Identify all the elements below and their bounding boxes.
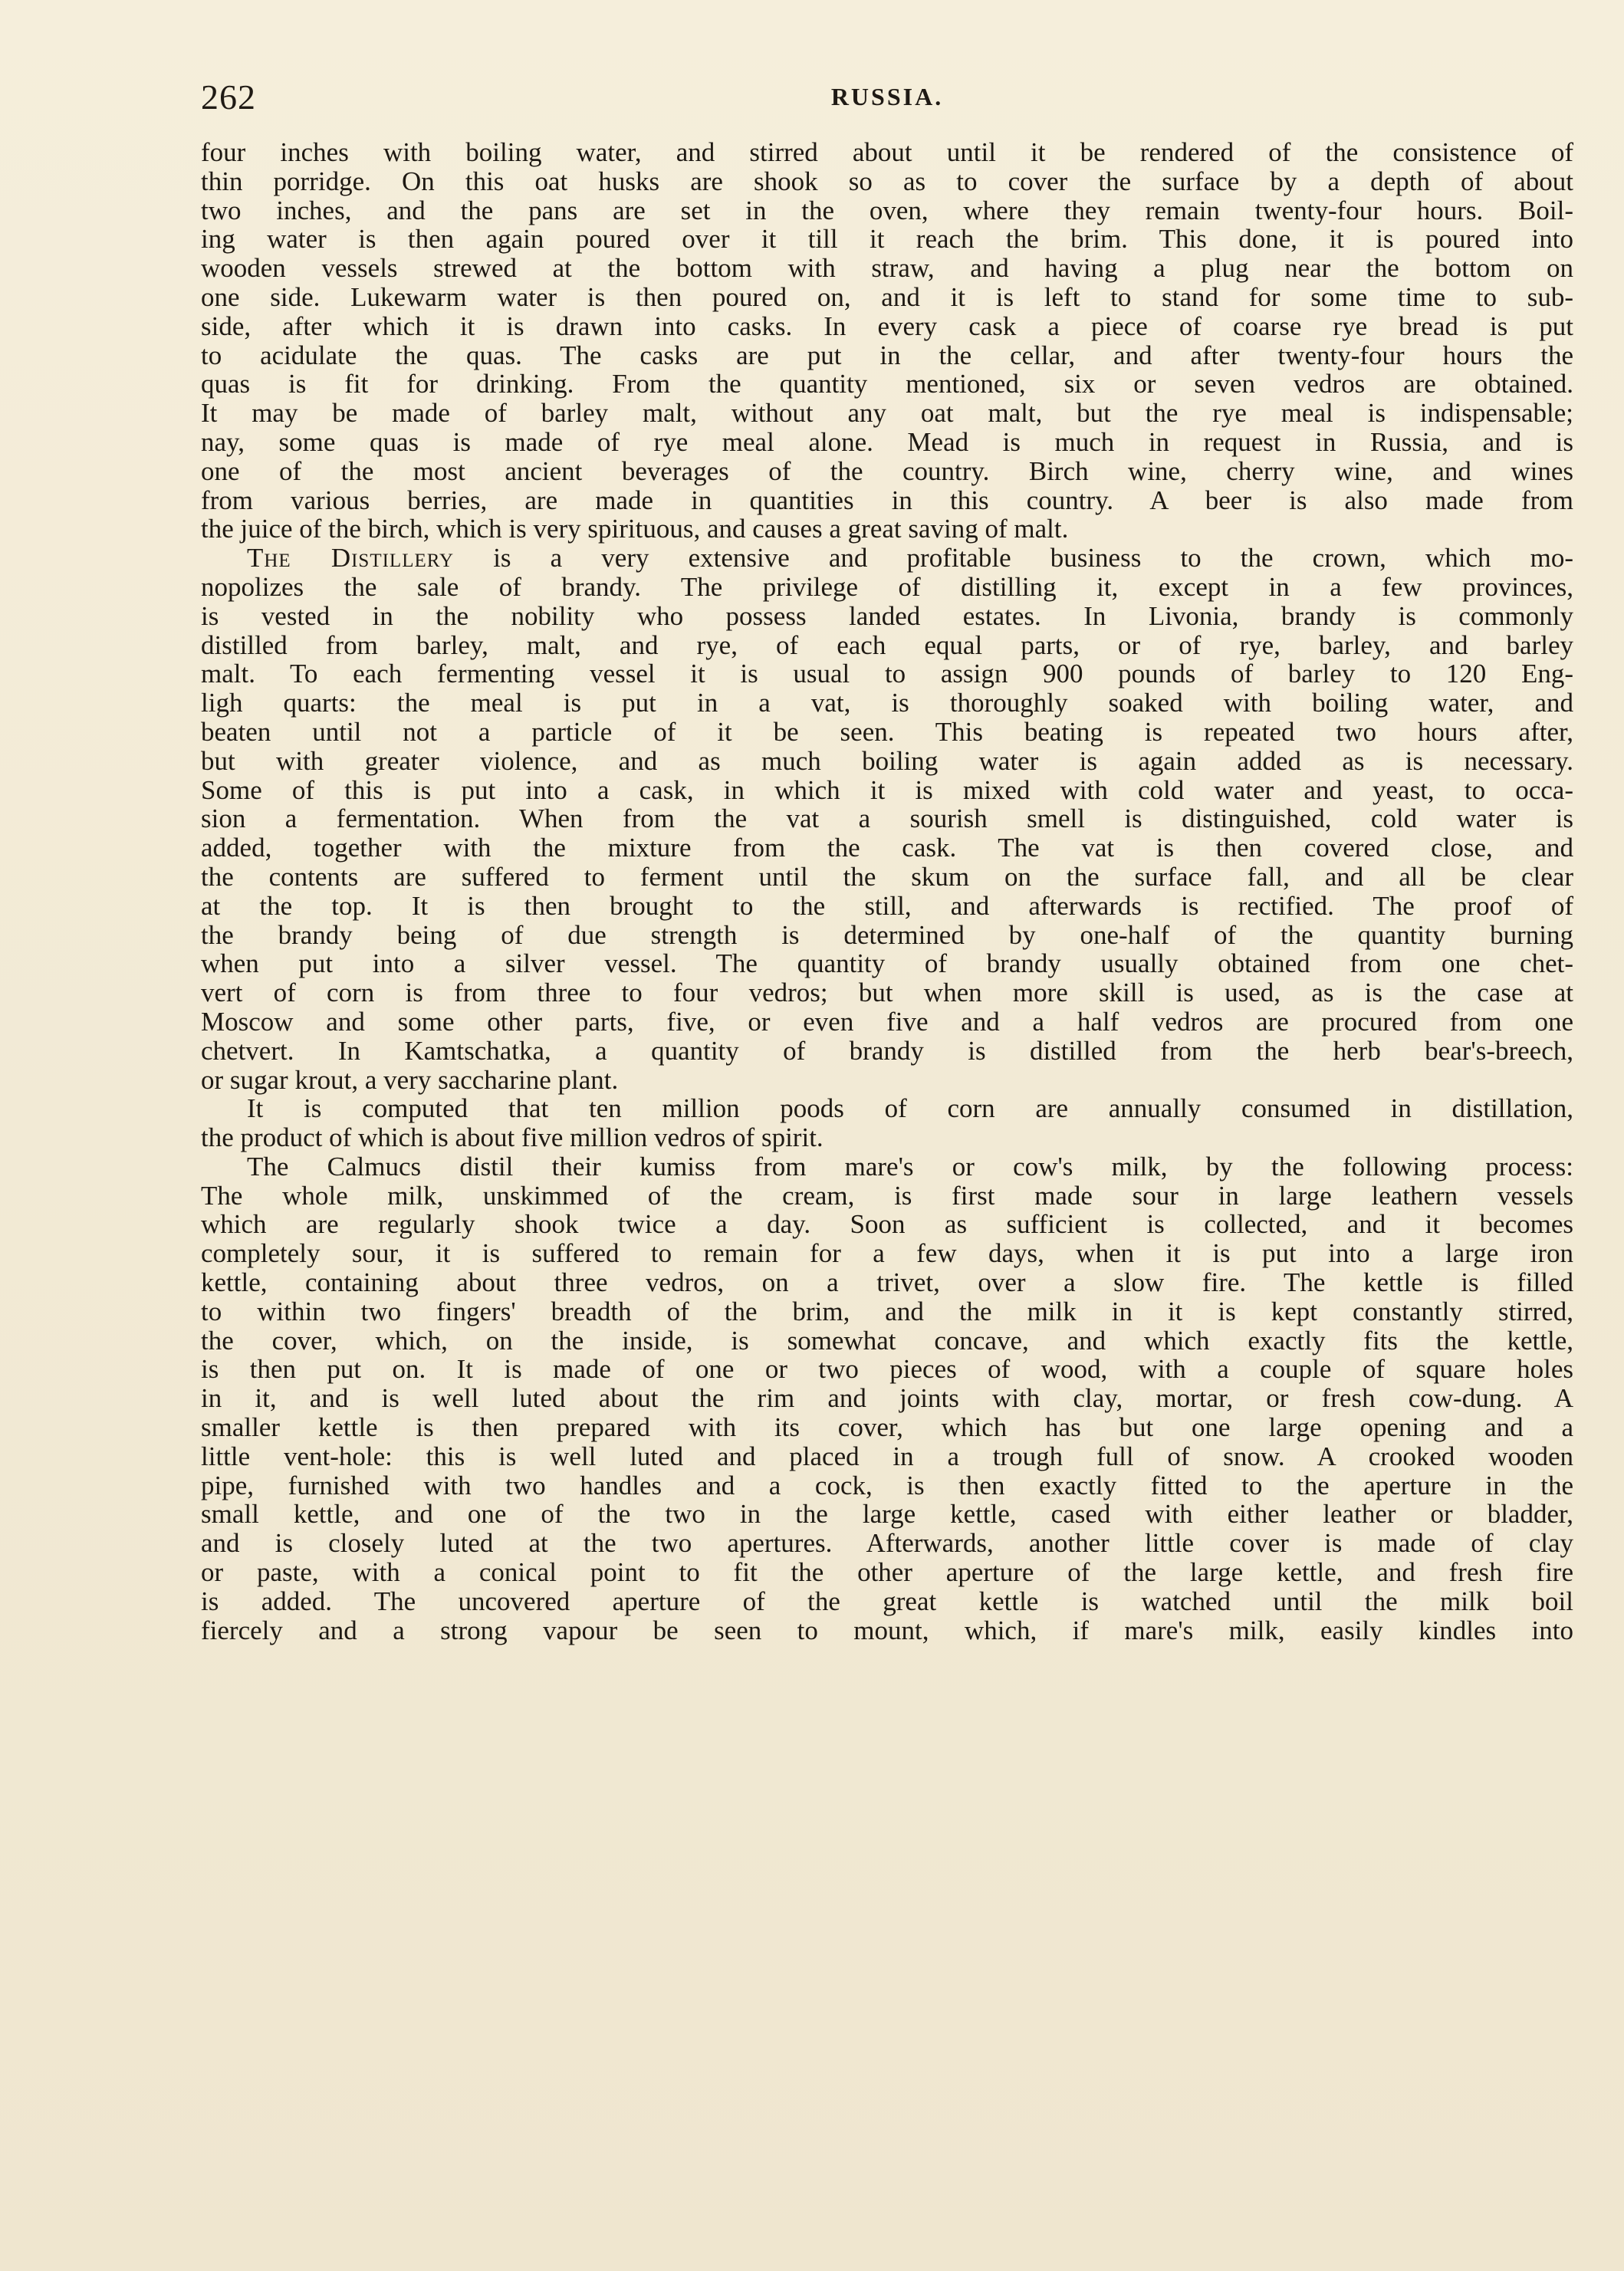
text-line: or paste, with a conical point to fit the other aperture of the large kettle, and fresh fire bbox=[201, 1557, 1573, 1588]
text-line: to acidulate the quas. The casks are put in the cellar, and after twenty-four hours the bbox=[201, 340, 1573, 370]
body-text bbox=[201, 138, 1573, 1645]
text-line: The whole milk, unskimmed of the cream, is first made sour in large leathern vessels bbox=[201, 1180, 1573, 1211]
section-lead: The Distillery bbox=[247, 543, 455, 574]
text-line: and is closely luted at the two apertures. Afterwards, another little cover is made of clay bbox=[201, 1528, 1573, 1559]
text-line: Moscow and some other parts, five, or even five and a half vedros are procured from one bbox=[201, 1006, 1573, 1037]
text-line: quas is fit for drinking. From the quantity mentioned, six or seven vedros are obtained. bbox=[201, 369, 1573, 399]
text-line: at the top. It is then brought to the still, and afterwards is rectified. The proof of bbox=[201, 890, 1573, 921]
text-line: nay, some quas is made of rye meal alone. Mead is much in request in Russia, and is bbox=[201, 426, 1573, 457]
text-line: small kettle, and one of the two in the large kettle, cased with either leather or bladder, bbox=[201, 1499, 1573, 1530]
text-line: in it, and is well luted about the rim and joints with clay, mortar, or fresh cow-dung. A bbox=[201, 1383, 1573, 1414]
text-line: The Calmucs distil their kumiss from mare's or cow's milk, by the following process: bbox=[247, 1151, 1573, 1182]
page-number: 262 bbox=[201, 77, 256, 117]
text-line: to within two fingers' breadth of the brim, and the milk in it is kept constantly stirred, bbox=[201, 1296, 1573, 1326]
text-line: or sugar krout, a very saccharine plant. bbox=[201, 1064, 619, 1095]
text-line: chetvert. In Kamtschatka, a quantity of brandy is distilled from the herb bear's-breech, bbox=[201, 1035, 1573, 1066]
text-line: fiercely and a strong vapour be seen to mount, which, if mare's milk, easily kindles into bbox=[201, 1615, 1573, 1645]
text-line: the juice of the birch, which is very spirituous, and causes a great saving of malt. bbox=[201, 514, 1069, 544]
text-line: kettle, containing about three vedros, on a trivet, over a slow fire. The kettle is filled bbox=[201, 1267, 1573, 1298]
text-line: is added. The uncovered aperture of the great kettle is watched until the milk boil bbox=[201, 1586, 1573, 1616]
text-line: nopolizes the sale of brandy. The privilege of distilling it, except in a few provinces, bbox=[201, 571, 1573, 602]
text-line: ing water is then again poured over it till it reach the brim. This done, it is poured into bbox=[201, 224, 1573, 255]
text-line: sion a fermentation. When from the vat a sourish smell is distinguished, cold water is bbox=[201, 804, 1573, 834]
text-line: beaten until not a particle of it be seen. This beating is repeated two hours after, bbox=[201, 716, 1573, 747]
text-line: when put into a silver vessel. The quantity of brandy usually obtained from one chet- bbox=[201, 948, 1573, 979]
text-line: one of the most ancient beverages of the country. Birch wine, cherry wine, and wines bbox=[201, 455, 1573, 486]
text-line bbox=[201, 544, 1573, 573]
text-line: but with greater violence, and as much boiling water is again added as is necessary. bbox=[201, 745, 1573, 776]
text-line: two inches, and the pans are set in the oven, where they remain twenty-four hours. Boil- bbox=[201, 195, 1573, 225]
text-line: distilled from barley, malt, and rye, of each equal parts, or of rye, barley, and barley bbox=[201, 629, 1573, 660]
text-line: one side. Lukewarm water is then poured on, and it is left to stand for some time to sub- bbox=[201, 281, 1573, 312]
text-line: thin porridge. On this oat husks are shook so as to cover the surface by a depth of about bbox=[201, 166, 1573, 196]
text-line: ligh quarts: the meal is put in a vat, is thoroughly soaked with boiling water, and bbox=[201, 688, 1573, 718]
text-line: It may be made of barley malt, without any oat malt, but the rye meal is indispensable; bbox=[201, 398, 1573, 429]
text-line: It is computed that ten million poods of corn are annually consumed in distillation, bbox=[247, 1093, 1573, 1124]
text-line: pipe, furnished with two handles and a cock, is then exactly fitted to the aperture in the bbox=[201, 1470, 1573, 1500]
text-line: smaller kettle is then prepared with its cover, which has but one large opening and a bbox=[201, 1412, 1573, 1443]
text-line: the brandy being of due strength is determined by one-half of the quantity burning bbox=[201, 919, 1573, 950]
text-line: the contents are suffered to ferment until the skum on the surface fall, and all be clear bbox=[201, 861, 1573, 892]
text-line: Some of this is put into a cask, in which it is mixed with cold water and yeast, to occa- bbox=[201, 774, 1573, 805]
running-title: RUSSIA. bbox=[830, 83, 944, 110]
section-lead-rest: is a very extensive and profitable business to the crown, which mo- bbox=[454, 543, 1574, 574]
text-line: four inches with boiling water, and stirred about until it be rendered of the consistence of bbox=[201, 137, 1573, 167]
text-line: added, together with the mixture from the cask. The vat is then covered close, and bbox=[201, 833, 1573, 863]
text-line: which are regularly shook twice a day. Soon as sufficient is collected, and it becomes bbox=[201, 1209, 1573, 1240]
text-line: from various berries, are made in quantities in this country. A beer is also made from bbox=[201, 485, 1573, 515]
text-line: completely sour, it is suffered to remain for a few days, when it is put into a large iron bbox=[201, 1238, 1573, 1269]
text-line: malt. To each fermenting vessel it is usual to assign 900 pounds of barley to 120 Eng- bbox=[201, 659, 1573, 689]
text-line: side, after which it is drawn into casks. In every cask a piece of coarse rye bread is put bbox=[201, 311, 1573, 341]
text-line: wooden vessels strewed at the bottom with straw, and having a plug near the bottom on bbox=[201, 253, 1573, 284]
page-header bbox=[201, 77, 1573, 123]
text-line: the cover, which, on the inside, is somewhat concave, and which exactly fits the kettle, bbox=[201, 1325, 1573, 1356]
text-line: is then put on. It is made of one or two pieces of wood, with a couple of square holes bbox=[201, 1354, 1573, 1385]
text-line: is vested in the nobility who possess landed estates. In Livonia, brandy is commonly bbox=[201, 600, 1573, 631]
text-line: vert of corn is from three to four vedros; but when more skill is used, as is the case at bbox=[201, 978, 1573, 1008]
text-line: the product of which is about five million vedros of spirit. bbox=[201, 1122, 824, 1153]
text-line: little vent-hole: this is well luted and placed in a trough full of snow. A crooked wooden bbox=[201, 1441, 1573, 1471]
